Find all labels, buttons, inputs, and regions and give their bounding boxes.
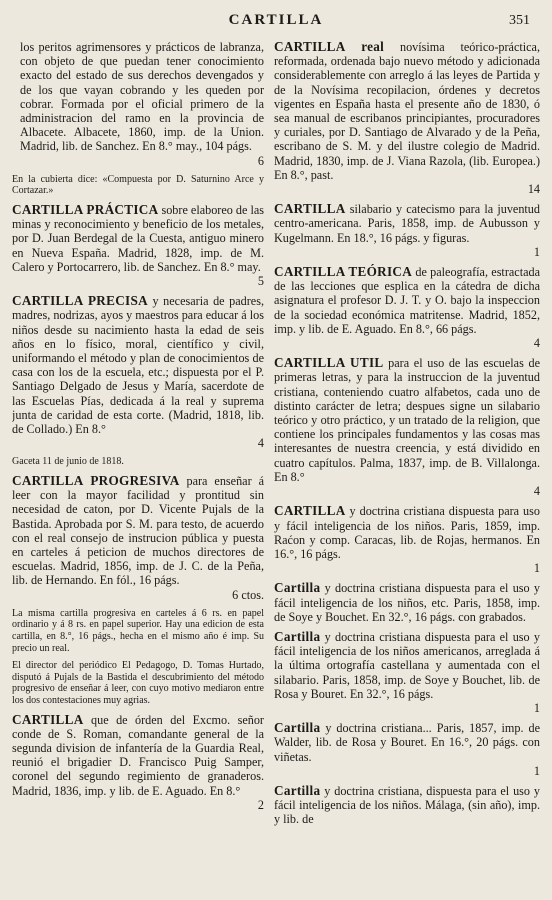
entry-heading: Cartilla [274, 628, 321, 644]
entry-price: 4 [257, 436, 264, 451]
catalog-entry [274, 784, 540, 827]
catalog-entry [274, 504, 540, 575]
entry-price: 1 [533, 700, 540, 715]
catalog-entry [274, 721, 540, 778]
entry-text: novísima teórico-práctica, reformada, ordenada bajo nuevo método y adicionada considerablemente con arreglo á las leyes de Partida y de la Novísima recopilacion, órdenes y decretos vigentes en España hasta el presente año de 1830, ó sea manual de escribanos principiantes, procuradores y curiales, por D. Santiago de Alvarado y de la Peña, escribano de S. M. y del ilustre colegio de Madrid. Madrid, 1830, imp. de J. Viana Razola, (lib. Europea.) En 8.°, past. [274, 40, 540, 182]
left-column [12, 40, 264, 898]
entry-price: 1 [533, 244, 540, 259]
catalog-entry [274, 356, 540, 498]
page-number: 351 [509, 13, 530, 28]
entry-heading: CARTILLA [274, 201, 346, 217]
text-columns [0, 40, 552, 898]
entry-text: silabario y catecismo para la juventud centro-americana. Paris, 1858, imp. de Aubusson y Kugelmann. En 18.°, 16 págs. y figuras. [274, 202, 540, 245]
catalog-entry [274, 202, 540, 259]
entry-heading: Cartilla [274, 720, 321, 736]
running-head [0, 6, 552, 38]
page-title: CARTILLA [228, 12, 324, 28]
entry-heading: CARTILLA UTIL [274, 355, 384, 371]
entry-price: 14 [527, 182, 540, 197]
entry-heading: CARTILLA PRÁCTICA [12, 202, 159, 218]
entry-price: 4 [533, 484, 540, 499]
catalog-entry [12, 474, 264, 602]
entry-text: para enseñar á leer con la mayor facilidad y prontitud sin necesidad de caton, por D. Vicente Pujals de la Bastida. Aprobada por S. M. para testo, de acuerdo con el real consejo de instrucion pública y puesta en carteles á peticion de muchos directores de escuelas. Madrid, 1856, imp. de J. C. de la Peña, lib. de Hernando. En fól., 16 págs. [12, 474, 264, 588]
entry-price: 6 [257, 153, 264, 168]
entry-price: 2 [257, 797, 264, 812]
entry-price: 1 [533, 763, 540, 778]
entry-text: los peritos agrimensores y prácticos de labranza, con objeto de que puedan tener conocimiento exacto del estado de sus derechos devengados y de los que vayan cobrando y les queden por cobrar. Formada por el oficial primero de la administracion del ramo en la provincia de Albacete. Albacete, 1860, imp. de la Union. Madrid, lib. de Sanchez. En 8.° may., 104 págs. [20, 40, 264, 154]
footnote: En la cubierta dice: «Compuesta por D. Saturnino Arce y Cortazar.» [12, 173, 264, 197]
right-column [274, 40, 540, 898]
catalog-entry [12, 713, 264, 812]
entry-heading: Cartilla [274, 580, 321, 596]
catalog-entry [12, 203, 264, 288]
catalog-entry [274, 265, 540, 350]
entry-heading: CARTILLA PRECISA [12, 293, 148, 309]
footnote: La misma cartilla progresiva en carteles á 6 rs. en papel ordinario y á 8 rs. en papel superior. Hay una edicion de esta cartilla, en 8.°, 16 págs., hecha en el mismo año é imp. Su precio un real. [12, 607, 264, 654]
entry-price: 4 [533, 336, 540, 351]
entry-heading: Cartilla [274, 782, 321, 798]
catalog-entry [12, 40, 264, 168]
footnote: Gaceta 11 de junio de 1818. [12, 456, 124, 468]
entry-text: para el uso de las escuelas de primeras letras, y para la instruccion de la juventud cristiana, conteniendo cuatro alfabetos, cada uno de distinto carácter de letra; despues signe un silabario teórico y otro práctico, y un tratado de la religion, que contiene los principales fundamentos y las cosas mas interesantes de nuestra creencia, y está dividido en cuatro capítulos. Palma, 1837, imp. de B. Villalonga. En 8.° [274, 356, 540, 484]
entry-price: 1 [533, 561, 540, 576]
catalog-entry [12, 294, 264, 450]
entry-heading: CARTILLA [274, 503, 346, 519]
entry-price: 5 [257, 274, 264, 289]
catalog-entry [274, 581, 540, 624]
entry-text: sobre elaboreo de las minas y reconocimiento y beneficio de los metales, por D. Juan Berdegal de la Cuesta, antiguo minero en Nueva España. Madrid, 1828, imp. de M. Calero y Portocarrero, lib. de Sanchez. En 8.° may. [12, 203, 264, 274]
entry-heading: CARTILLA TEÓRICA [274, 264, 413, 280]
entry-text: y doctrina cristiana... Paris, 1857, imp. de Walder, lib. de Rosa y Bouret. En 16.°, 20 págs. con viñetas. [274, 721, 540, 764]
entry-text: y doctrina cristiana, dispuesta para el uso y fácil inteligencia de los niños. Málaga, (sin año), imp. y lib. de [274, 783, 540, 827]
entry-text: y doctrina cristiana dispuesta para el uso y fácil inteligencia de los niños, etc. Paris, 1858, imp. de Soye y Bouchet. En 32.°, 16 págs. con grabados. [274, 581, 540, 624]
catalog-entry [274, 630, 540, 715]
entry-text: y necesaria de padres, madres, nodrizas, ayos y maestros para educar á los niños desde su nacimiento hasta la edad de seis años en lo físico, moral, científico y civil, uniformando el método y plan de conocimientos de casa con los de la escuela, etc.; dispuesta por el P. Santiago Delgado de Jesus y María, sacerdote de las Escuelas Pías, dedicada á la real y suprema junta de caridad de esta corte. (Madrid, 1818, lib. de Collado.) En 8.° [12, 294, 264, 437]
entry-text: de paleografía, estractada de las lecciones que esplica en la cátedra de dicha asignatura el profesor D. J. T. y O. bajo la inspeccion de la sociedad económica matritense. Madrid, 1852, imp. y lib. de E. Aguado. En 8.°, 66 págs. [274, 265, 540, 336]
footnote: El director del periódico El Pedagogo, D. Tomas Hurtado, disputó á Pujals de la Bastida el descubrimiento del método progresivo de enseñar á leer, con cuyo motivo mediaron entre los dos contestaciones muy agrias. [12, 660, 264, 707]
entry-text: que de órden del Excmo. señor conde de S. Roman, comandante general de la segunda division de infantería de la Guardia Real, reunió el brigadier D. Francisco Puig Samper, coronel del segundo regimiento de granaderos. Madrid, 1836, imp. y lib. de E. Aguado. En 8.° [12, 712, 264, 798]
entry-heading: CARTILLA real [274, 40, 385, 54]
entry-text: y doctrina cristiana dispuesta para el uso y fácil inteligencia de los niños americanos, arreglada á la última ortografía castellana y aumentada con el silabario. Paris, 1858, imp. de Soye y Bouchet, lib. de Rosa y Bouret. En 32.°, 16 págs. [274, 629, 540, 701]
entry-text: y doctrina cristiana dispuesta para uso y fácil inteligencia de los niños. Paris, 1859, imp. Raćon y comp. Caracas, lib. de Rojas, hermanos. En 16.°, 16 págs. [274, 504, 540, 561]
entry-heading: CARTILLA [12, 711, 84, 727]
entry-price: 6 ctos. [232, 587, 264, 602]
catalog-entry [274, 40, 540, 196]
entry-heading: CARTILLA PROGRESIVA [12, 473, 180, 489]
